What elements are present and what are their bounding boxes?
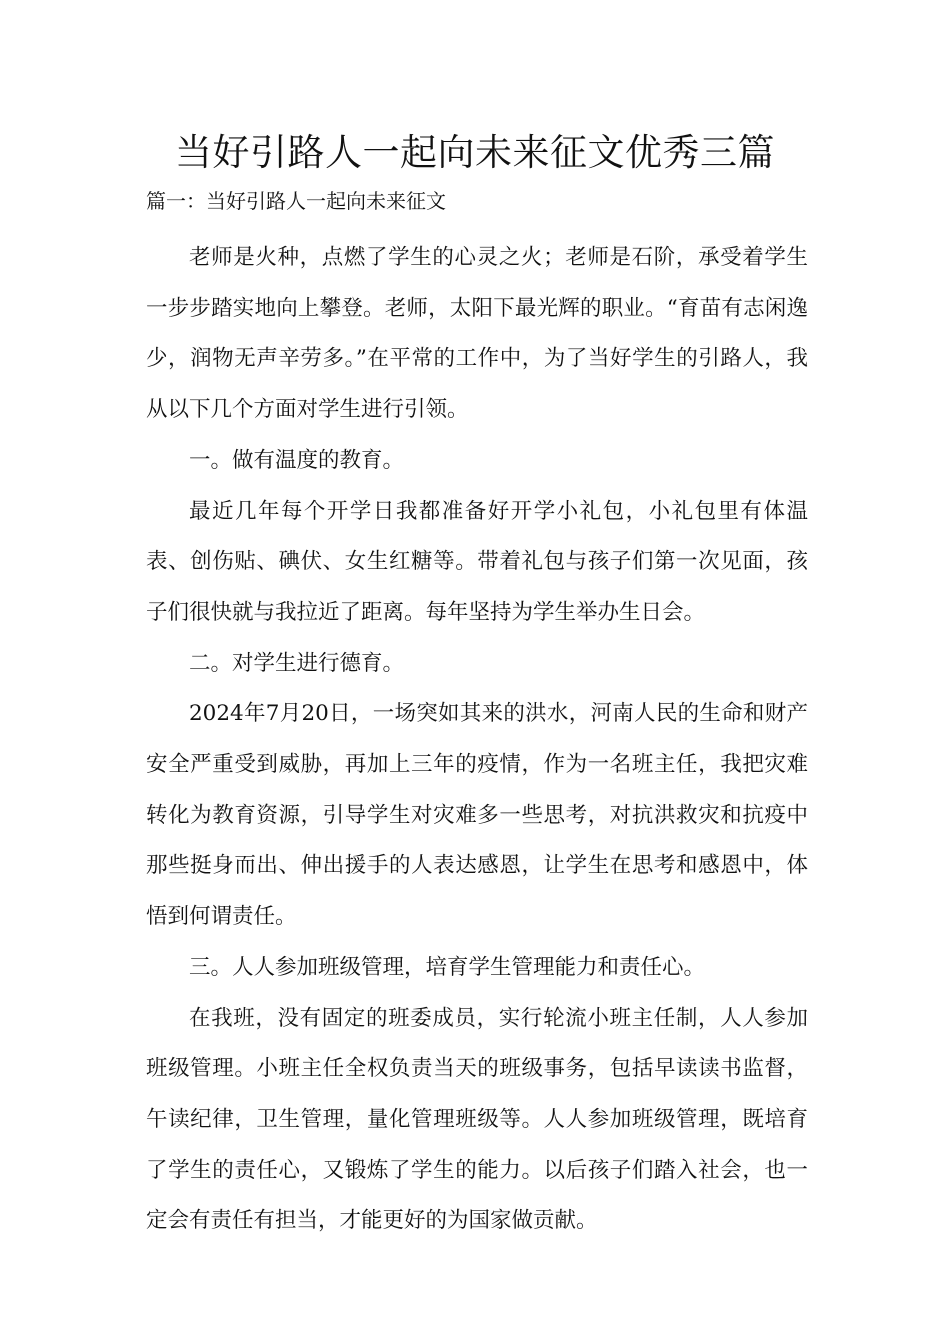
- document-body: [146, 233, 808, 1247]
- paragraph-point-one: 一。做有温度的教育。: [189, 447, 405, 473]
- paragraph-flood: 2024年7月20日，一场突如其来的洪水，河南人民的生命和财产安全严重受到威胁，再加上三年的疫情，作为一名班主任，我把灾难转化为教育资源，引导学生对灾难多一些思考，对抗洪救灾和抗疫中那些挺身而出、伸出援手的人表达感恩，让学生在思考和感恩中，体悟到何谓责任。: [146, 701, 808, 930]
- paragraph-point-three: 三。人人参加班级管理，培育学生管理能力和责任心。: [189, 954, 706, 980]
- document-title: 当好引路人一起向未来征文优秀三篇: [175, 131, 775, 174]
- paragraph-point-two: 二。对学生进行德育。: [189, 650, 405, 676]
- paragraph-class-management: 在我班，没有固定的班委成员，实行轮流小班主任制，人人参加班级管理。小班主任全权负责当天的班级事务，包括早读读书监督，午读纪律，卫生管理，量化管理班级等。人人参加班级管理，既培育了学生的责任心，又锻炼了学生的能力。以后孩子们踏入社会，也一定会有责任有担当，才能更好的为国家做贡献。: [146, 1005, 808, 1234]
- section-heading: 篇一：当好引路人一起向未来征文: [146, 189, 446, 213]
- paragraph-intro: 老师是火种，点燃了学生的心灵之火；老师是石阶，承受着学生一步步踏实地向上攀登。老师，太阳下最光辉的职业。“育苗有志闲逸少，润物无声辛劳多。”在平常的工作中，为了当好学生的引路人，我从以下几个方面对学生进行引领。: [146, 245, 808, 423]
- paragraph-gift-pack: 最近几年每个开学日我都准备好开学小礼包，小礼包里有体温表、创伤贴、碘伏、女生红糖等。带着礼包与孩子们第一次见面，孩子们很快就与我拉近了距离。每年坚持为学生举办生日会。: [146, 498, 808, 625]
